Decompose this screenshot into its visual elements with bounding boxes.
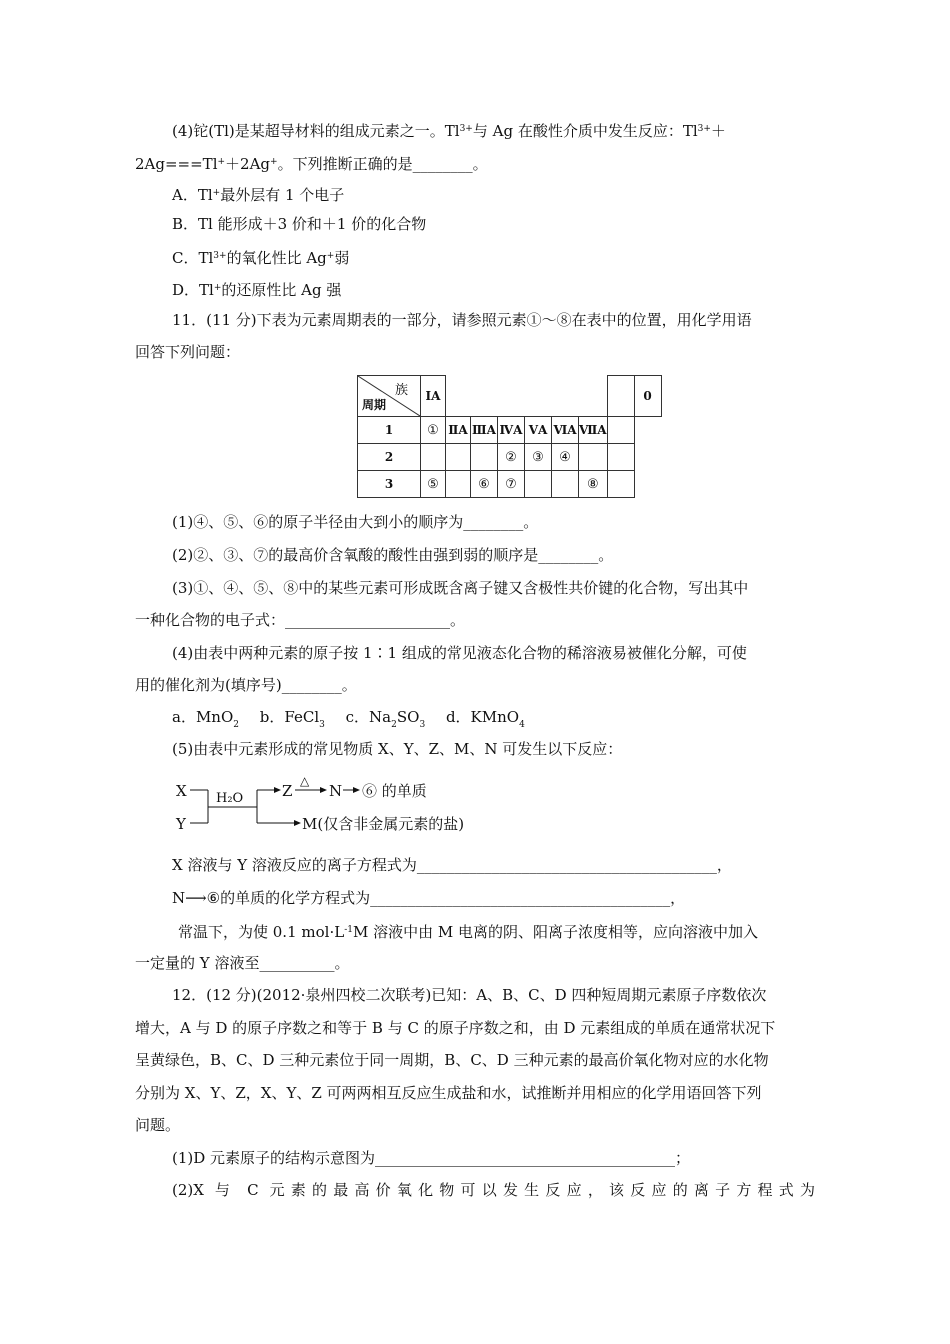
- q11-part5: (5)由表中元素形成的常见物质 X、Y、Z、M、N 可发生以下反应：: [172, 740, 623, 758]
- header-0: 0: [634, 376, 661, 417]
- cell: ③: [525, 444, 552, 471]
- product-m: M(仅含非金属元素的盐): [302, 815, 465, 833]
- q10-4-line1: (4)铊(Tl)是某超导材料的组成元素之一。$Tl^{3+}$与 Ag 在酸性介质中发生反应：$Tl^{3+}+$: [172, 122, 726, 140]
- q11-intro-line2: 回答下列问题：: [135, 343, 241, 361]
- option-a: A．Tl+最外层有 1 个电子: [172, 186, 345, 204]
- cell: ⑥: [471, 471, 498, 498]
- product-z: Z: [282, 782, 293, 800]
- q10-4-line2: 2Ag===Tl+＋2Ag+。下列推断正确的是________。: [135, 155, 488, 173]
- cell: [446, 444, 471, 471]
- table-corner: [358, 376, 421, 417]
- cell: ⅥA: [552, 417, 579, 444]
- corner-period-label: 周期: [362, 398, 387, 412]
- cell: ④: [552, 444, 579, 471]
- q11-answer1: X 溶液与 Y 溶液反应的离子方程式为________________________________________，: [172, 856, 732, 874]
- q12-line4: 分别为 X、Y、Z，X、Y、Z 可两两相互反应生成盐和水，试推断并用相应的化学用语回答下列: [135, 1084, 762, 1102]
- catalyst-options: a．MnO$_2$ b．FeCl$_3$ c．$Na_2SO_3$ d．KMnO$_4$: [172, 708, 525, 730]
- q11-answer3-line2: 一定量的 Y 溶液至__________。: [135, 954, 350, 972]
- cell: [552, 471, 579, 498]
- q11-intro-line1: 11．(11 分)下表为元素周期表的一部分，请参照元素①～⑧在表中的位置，用化学用语: [172, 311, 752, 329]
- q11-part4-line1: (4)由表中两种元素的原子按 1∶1 组成的常见液态化合物的稀溶液易被催化分解，可使: [172, 644, 747, 662]
- header-IA: ⅠA: [421, 376, 446, 417]
- q12-part1: (1)D 元素原子的结构示意图为________________________________________；: [172, 1149, 691, 1167]
- option-d: D．Tl+的还原性比 Ag 强: [172, 281, 342, 299]
- cell: ⅤA: [525, 417, 552, 444]
- reactant-y: Y: [176, 815, 186, 833]
- q11-part3-line1: (3)①、④、⑤、⑧中的某些元素可形成既含离子键又含极性共价键的化合物，写出其中: [172, 579, 749, 597]
- product-n: N: [329, 782, 343, 800]
- row1-label: 1: [358, 417, 421, 444]
- header-empty-7: [607, 376, 634, 417]
- q12-part2: (2)X 与 C 元素的最高价氧化物可以发生反应，该反应的离子方程式为: [172, 1181, 815, 1199]
- q11-answer3-line1: 常温下，为使 0.1 $mol\cdot L^{-1}M$ 溶液中由 M 电离的阴、阳离子浓度相等，应向溶液中加入: [178, 923, 758, 941]
- cell: ②: [498, 444, 525, 471]
- cell: [421, 444, 446, 471]
- header-gap: [446, 376, 608, 417]
- q11-answer2: N⟶⑥的单质的化学方程式为________________________________________，: [172, 889, 686, 907]
- row2-label: 2: [358, 444, 421, 471]
- q12-line1: 12．(12 分)(2012·泉州四校二次联考)已知：A、B、C、D 四种短周期元素原子序数依次: [172, 986, 767, 1004]
- cell: ⑦: [498, 471, 525, 498]
- q11-part2: (2)②、③、⑦的最高价含氧酸的酸性由强到弱的顺序是________。: [172, 546, 614, 564]
- cell: [607, 471, 634, 498]
- heat-symbol: △: [300, 777, 310, 788]
- row3-label: 3: [358, 471, 421, 498]
- cell: [607, 417, 634, 444]
- cell: [579, 444, 608, 471]
- product-element: ⑥ 的单质: [362, 782, 427, 800]
- option-c: C．$Tl^{3+}$的氧化性比 Ag+弱: [172, 249, 350, 267]
- corner-group-label: 族: [394, 383, 408, 398]
- cell: ⅢA: [471, 417, 498, 444]
- q12-line3: 呈黄绿色，B、C、D 三种元素位于同一周期，B、C、D 三种元素的最高价氧化物对应的水化物: [135, 1051, 769, 1069]
- cell: ①: [421, 417, 446, 444]
- cell: ⅣA: [498, 417, 525, 444]
- water-label: H₂O: [216, 791, 244, 806]
- cell: ⑧: [579, 471, 608, 498]
- reaction-diagram: [160, 777, 520, 837]
- cell: [607, 444, 634, 471]
- q12-line5: 问题。: [135, 1116, 181, 1134]
- cell: [446, 471, 471, 498]
- cell: [525, 471, 552, 498]
- q11-part4-line2: 用的催化剂为(填序号)________。: [135, 676, 357, 694]
- q11-part1: (1)④、⑤、⑥的原子半径由大到小的顺序为________。: [172, 513, 539, 531]
- cell: [471, 444, 498, 471]
- periodic-table: [357, 375, 662, 498]
- cell: ⅦA: [579, 417, 608, 444]
- q12-line2: 增大，A 与 D 的原子序数之和等于 B 与 C 的原子序数之和，由 D 元素组成的单质在通常状况下: [135, 1019, 776, 1037]
- cell: ⅡA: [446, 417, 471, 444]
- cell: ⑤: [421, 471, 446, 498]
- q11-part3-line2: 一种化合物的电子式：______________________。: [135, 611, 466, 629]
- option-b: B．Tl 能形成＋3 价和＋1 价的化合物: [172, 215, 427, 233]
- reactant-x: X: [176, 782, 187, 800]
